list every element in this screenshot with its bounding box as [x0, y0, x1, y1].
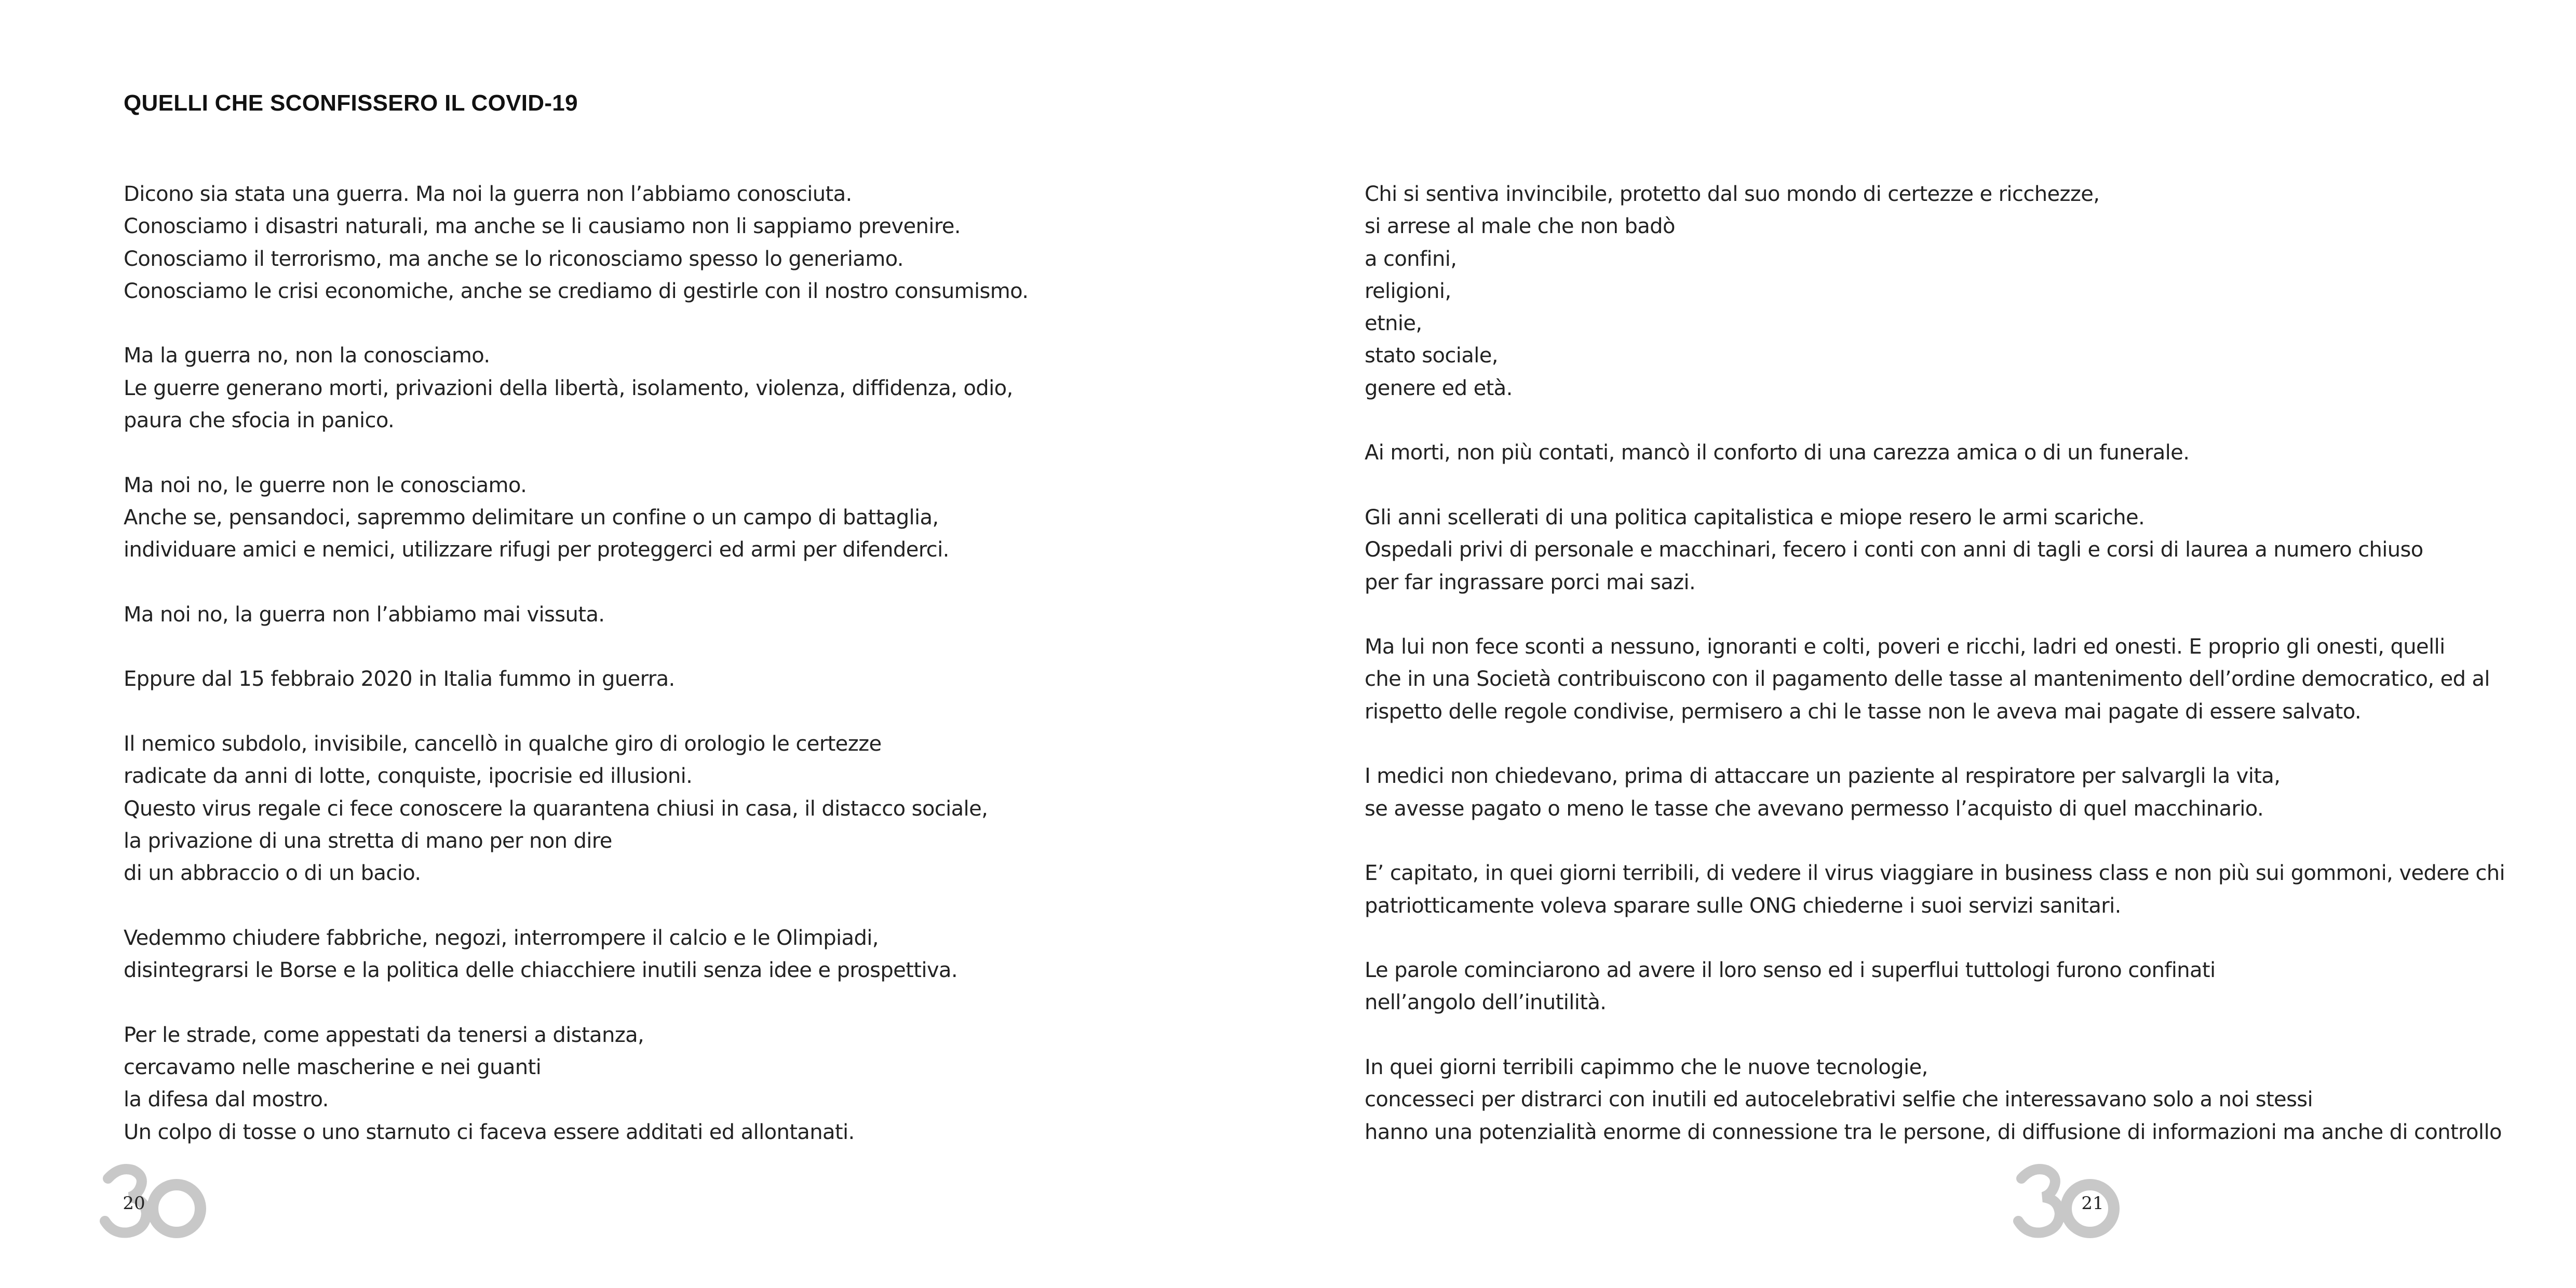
- text-line: Le guerre generano morti, privazioni della libertà, isolamento, violenza, diffidenza, odio,: [124, 376, 1013, 400]
- text-line: cercavamo nelle mascherine e nei guanti: [124, 1055, 542, 1080]
- text-line: rispetto delle regole condivise, permisero a chi le tasse non le aveva mai pagate di essere salvato.: [1365, 699, 2361, 724]
- left-page-footer: [99, 1163, 208, 1241]
- text-line: concesseci per distrarci con inutili ed autocelebrativi selfie che interessavano solo a noi stessi: [1365, 1088, 2313, 1112]
- paragraph: [124, 663, 1163, 695]
- text-line: Conosciamo le crisi economiche, anche se crediamo di gestirle con il nostro consumismo.: [124, 279, 1029, 303]
- text-line: di un abbraccio o di un bacio.: [124, 861, 421, 886]
- text-line: Ma la guerra no, non la conosciamo.: [124, 344, 490, 368]
- text-line: a confini,: [1365, 247, 1457, 271]
- text-line: che in una Società contribuiscono con il pagamento delle tasse al mantenimento dell’ordine democratico, ed al: [1365, 667, 2490, 692]
- text-line: Questo virus regale ci fece conoscere la quarantena chiusi in casa, il distacco sociale,: [124, 796, 988, 821]
- paragraph: [1365, 1051, 2564, 1148]
- text-line: Eppure dal 15 febbraio 2020 in Italia fummo in guerra.: [124, 667, 675, 692]
- text-line: la privazione di una stretta di mano per non dire: [124, 829, 612, 853]
- page-title: QUELLI CHE SCONFISSERO IL COVID-19: [124, 90, 578, 116]
- paragraph: [1365, 954, 2564, 1019]
- text-line: Chi si sentiva invincibile, protetto dal suo mondo di certezze e ricchezze,: [1365, 182, 2100, 206]
- paragraph: [1365, 857, 2564, 922]
- text-line: Un colpo di tosse o uno starnuto ci faceva essere additati ed allontanati.: [124, 1120, 855, 1144]
- page-number: 21: [2081, 1193, 2104, 1214]
- text-line: Il nemico subdolo, invisibile, cancellò in qualche giro di orologio le certezze: [124, 732, 882, 756]
- text-line: Ai morti, non più contati, mancò il conforto di una carezza amica o di un funerale.: [1365, 441, 2190, 465]
- text-line: etnie,: [1365, 311, 1422, 336]
- paragraph: [124, 922, 1163, 987]
- paragraph: [124, 340, 1163, 437]
- text-line: individuare amici e nemici, utilizzare rifugi per proteggerci ed armi per difenderci.: [124, 538, 949, 562]
- text-line: Ma noi no, le guerre non le conosciamo.: [124, 473, 527, 497]
- text-line: per far ingrassare porci mai sazi.: [1365, 570, 1696, 594]
- paragraph: [1365, 437, 2564, 469]
- text-line: si arrese al male che non badò: [1365, 214, 1675, 239]
- text-line: se avesse pagato o meno le tasse che avevano permesso l’acquisto di quel macchinario.: [1365, 796, 2264, 821]
- text-line: Ma lui non fece sconti a nessuno, ignoranti e colti, poveri e ricchi, ladri ed onesti. E proprio gli onesti, quelli: [1365, 635, 2445, 659]
- text-line: patriotticamente voleva sparare sulle ONG chiederne i suoi servizi sanitari.: [1365, 893, 2121, 918]
- text-line: Per le strade, come appestati da tenersi a distanza,: [124, 1023, 644, 1047]
- text-line: Vedemmo chiudere fabbriche, negozi, interrompere il calcio e le Olimpiadi,: [124, 926, 879, 950]
- paragraph: [124, 599, 1163, 631]
- right-text-column: [1365, 178, 2564, 1181]
- text-line: Conosciamo il terrorismo, ma anche se lo riconosciamo spesso lo generiamo.: [124, 247, 903, 271]
- paragraph: [1365, 631, 2564, 728]
- paragraph: [1365, 760, 2564, 825]
- text-line: E’ capitato, in quei giorni terribili, di vedere il virus viaggiare in business class e non più sui gommoni, vedere chi: [1365, 861, 2505, 886]
- text-line: Le parole cominciarono ad avere il loro senso ed i superflui tuttologi furono confinati: [1365, 958, 2216, 983]
- text-line: religioni,: [1365, 279, 1451, 303]
- text-line: radicate da anni di lotte, conquiste, ipocrisie ed illusioni.: [124, 764, 693, 789]
- text-line: Dicono sia stata una guerra. Ma noi la guerra non l’abbiamo conosciuta.: [124, 182, 852, 206]
- text-line: stato sociale,: [1365, 344, 1498, 368]
- right-page: [1288, 0, 2576, 1288]
- 30-anniversary-logo-icon: [99, 1163, 208, 1241]
- text-line: hanno una potenzialità enorme di connessione tra le persone, di diffusione di informazioni ma anche di controllo: [1365, 1120, 2502, 1144]
- text-line: In quei giorni terribili capimmo che le nuove tecnologie,: [1365, 1055, 1928, 1080]
- paragraph: [1365, 501, 2564, 599]
- text-line: disintegrarsi le Borse e la politica delle chiacchiere inutili senza idee e prospettiva.: [124, 958, 957, 983]
- text-line: Gli anni scellerati di una politica capitalistica e miope resero le armi scariche.: [1365, 505, 2145, 530]
- paragraph: [124, 178, 1163, 307]
- text-line: paura che sfocia in panico.: [124, 409, 395, 433]
- text-line: Ospedali privi di personale e macchinari, fecero i conti con anni di tagli e corsi di laurea a numero chiuso: [1365, 538, 2423, 562]
- paragraph: [124, 1019, 1163, 1148]
- text-line: Anche se, pensandoci, sapremmo delimitare un confine o un campo di battaglia,: [124, 505, 939, 530]
- right-page-footer: [2012, 1163, 2121, 1241]
- paragraph: [1365, 178, 2564, 404]
- left-text-column: [0, 178, 1163, 1181]
- text-line: la difesa dal mostro.: [124, 1088, 329, 1112]
- text-line: genere ed età.: [1365, 376, 1513, 400]
- paragraph: [124, 728, 1163, 889]
- paragraph: [124, 469, 1163, 566]
- text-line: nell’angolo dell’inutilità.: [1365, 991, 1607, 1015]
- text-line: Ma noi no, la guerra non l’abbiamo mai vissuta.: [124, 602, 605, 627]
- text-line: Conosciamo i disastri naturali, ma anche se li causiamo non li sappiamo prevenire.: [124, 214, 961, 239]
- page-number: 20: [123, 1193, 145, 1214]
- text-line: I medici non chiedevano, prima di attaccare un paziente al respiratore per salvargli la vita,: [1365, 764, 2281, 789]
